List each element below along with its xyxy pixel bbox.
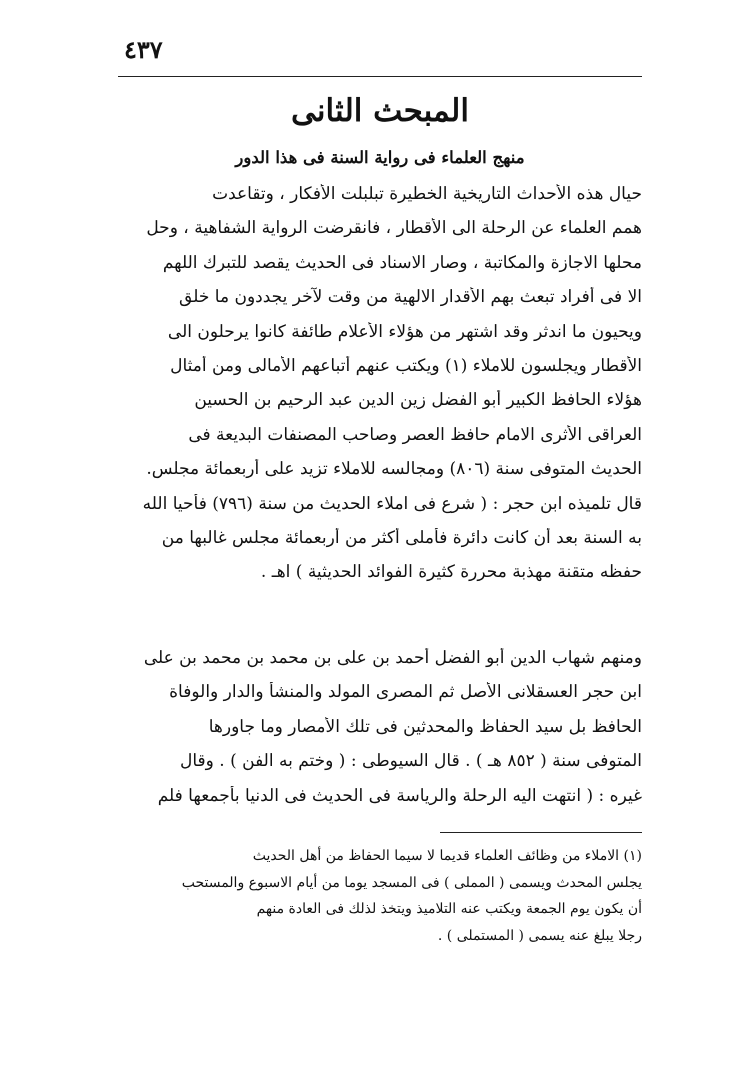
text-line: قال تلميذه ابن حجر : ( شرع فى املاء الحديث من سنة (٧٩٦) فأحيا الله xyxy=(142,493,642,514)
text-line: الأقطار ويجلسون للاملاء (١) ويكتب عنهم أتباعهم الأمالى ومن أمثال xyxy=(170,355,642,376)
text-line: هؤلاء الحافظ الكبير أبو الفضل زين الدين عبد الرحيم بن الحسين xyxy=(194,390,642,411)
text-line: ابن حجر العسقلانى الأصل ثم المصرى المولد والمنشأ والدار والوفاة xyxy=(169,682,642,703)
text-line: الحديث المتوفى سنة (٨٠٦) ومجالسه للاملاء تزيد على أربعمائة مجلس. xyxy=(146,459,642,480)
text-line: المتوفى سنة ( ٨٥٢ هـ ) . قال السيوطى : ( وختم به الفن ) . وقال xyxy=(180,751,642,772)
text-line: همم العلماء عن الرحلة الى الأقطار ، فانقرضت الرواية الشفاهية ، وحل xyxy=(146,218,642,239)
footnote-rule xyxy=(440,832,642,833)
footnote-line: (١) الاملاء من وظائف العلماء قديما لا سيما الحفاظ من أهل الحديث xyxy=(252,848,642,864)
text-line: به السنة بعد أن كانت دائرة فأملى أكثر من أربعمائة مجلس غالبها من xyxy=(161,527,642,548)
text-line: حفظه متقنة مهذبة محررة كثيرة الفوائد الحديثية ) اهـ . xyxy=(260,562,642,583)
text-line: ويحيون ما اندثر وقد اشتهر من هؤلاء الأعلام طائفة كانوا يرحلون الى xyxy=(167,321,642,342)
section-title: المبحث الثانى xyxy=(291,93,469,129)
section-subtitle: منهج العلماء فى رواية السنة فى هذا الدور xyxy=(235,148,525,167)
text-line: محلها الاجازة والمكاتبة ، وصار الاسناد فى الحديث يقصد للتبرك اللهم xyxy=(162,252,642,273)
footnote-line: يجلس المحدث ويسمى ( المملى ) فى المسجد يوما من أيام الاسبوع والمستحب xyxy=(181,874,642,891)
text-line: غيره : ( انتهت اليه الرحلة والرياسة فى الحديث فى الدنيا بأجمعها فلم xyxy=(157,785,642,806)
page-number: ٤٣٧ xyxy=(124,35,163,64)
footnote-line: رجلا يبلغ عنه يسمى ( المستملى ) . xyxy=(437,927,642,944)
text-line: ومنهم شهاب الدين أبو الفضل أحمد بن على بن محمد بن محمد بن على xyxy=(143,648,642,668)
text-line: الا فى أفراد تبعث بهم الأقدار الالهية من وقت لآخر يجددون ما خلق xyxy=(179,287,642,308)
footnote-line: أن يكون يوم الجمعة ويكتب عنه التلاميذ ويتخذ لذلك فى العادة منهم xyxy=(256,901,642,917)
footnote xyxy=(118,843,642,949)
header-rule xyxy=(118,76,642,77)
text-line: الحافظ بل سيد الحفاظ والمحدثين فى تلك الأمصار وما جاورها xyxy=(208,716,642,737)
paragraph-2 xyxy=(118,648,642,820)
paragraph-1 xyxy=(118,184,642,597)
text-line: العراقى الأثرى الامام حافظ العصر وصاحب المصنفات البديعة فى xyxy=(188,424,642,445)
text-line: حيال هذه الأحداث التاريخية الخطيرة تبلبلت الأفكار ، وتقاعدت xyxy=(212,184,642,204)
